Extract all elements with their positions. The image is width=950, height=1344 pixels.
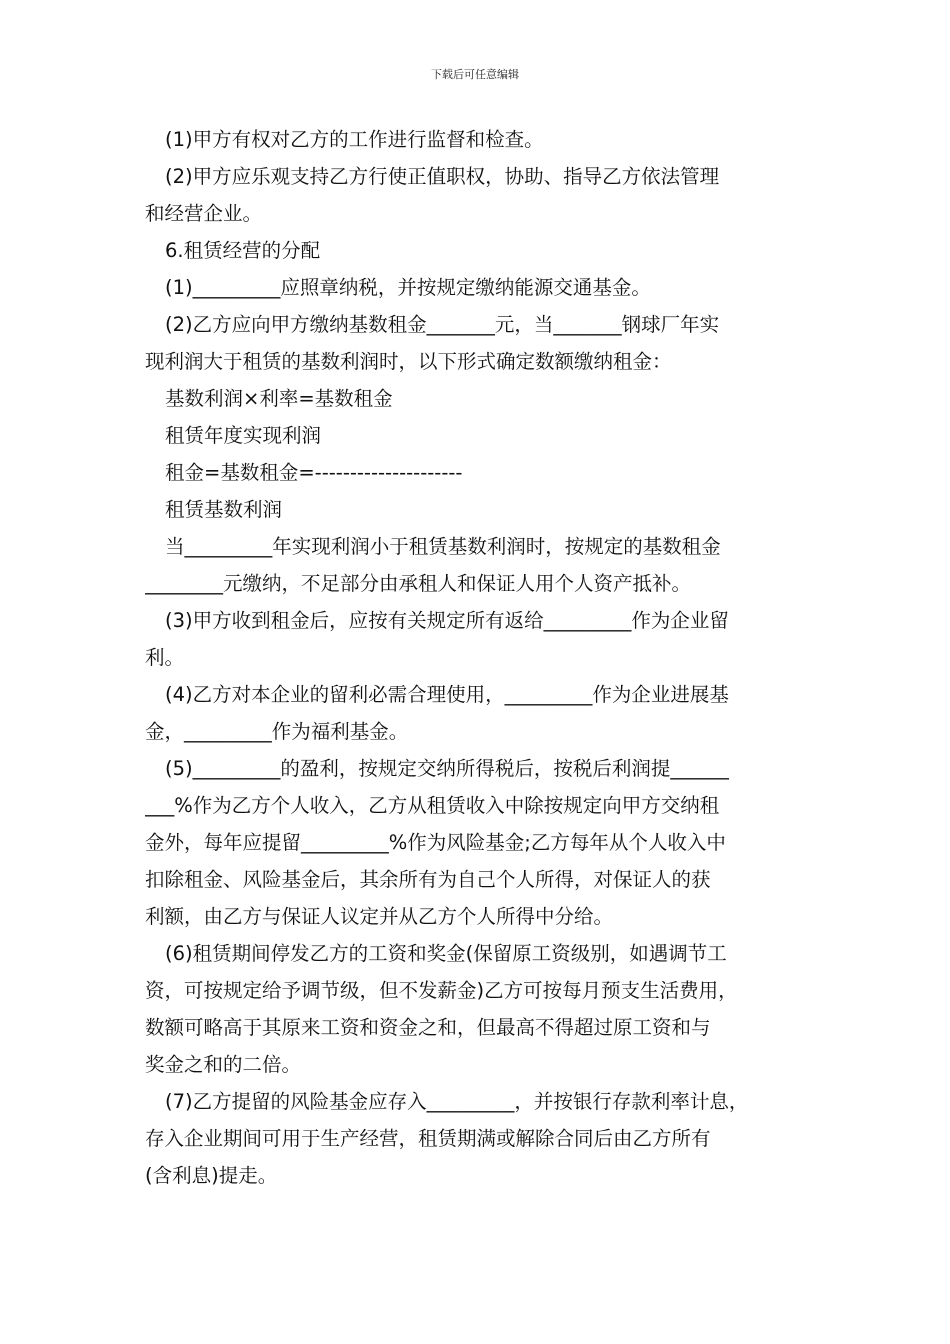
clause-line: 存入企业期间可用于生产经营，租赁期满或解除合同后由乙方所有 [145, 1127, 711, 1150]
clause-line: 和经营企业。 [145, 202, 263, 225]
clause-line: 扣除租金、风险基金后，其余所有为自己个人所得，对保证人的获 [145, 868, 711, 891]
clause-line: (2)甲方应乐观支持乙方行使正值职权，协助、指导乙方依法管理 [165, 165, 720, 188]
clause-line: (含利息)提走。 [145, 1164, 278, 1187]
clause-line: 利。 [145, 646, 185, 669]
clause-line: ___%作为乙方个人收入，乙方从租赁收入中除按规定向甲方交纳租 [145, 794, 720, 817]
clause-line: (1)甲方有权对乙方的工作进行监督和检查。 [165, 128, 544, 151]
clause-line: (6)租赁期间停发乙方的工资和奖金(保留原工资级别，如遇调节工 [165, 942, 727, 965]
formula-line: 租赁年度实现利润 [165, 424, 322, 447]
section-heading: 6.租赁经营的分配 [165, 239, 321, 262]
clause-line: (4)乙方对本企业的留利必需合理使用，_________作为企业进展基 [165, 683, 729, 706]
formula-line: 租金=基数租金=--------------------- [165, 461, 463, 484]
clause-line: 现利润大于租赁的基数利润时，以下形式确定数额缴纳租金： [145, 350, 672, 373]
clause-line: 当_________年实现利润小于租赁基数利润时，按规定的基数租金 [165, 535, 721, 558]
clause-line: (3)甲方收到租金后，应按有关规定所有返给_________作为企业留 [165, 609, 729, 632]
clause-line: 金外，每年应提留_________%作为风险基金;乙方每年从个人收入中 [145, 831, 726, 854]
clause-line: (2)乙方应向甲方缴纳基数租金_______元，当_______钢球厂年实 [165, 313, 720, 336]
clause-line: ________元缴纳，不足部分由承租人和保证人用个人资产抵补。 [145, 572, 692, 595]
clause-line: 资，可按规定给予调节级，但不发薪金)乙方可按每月预支生活费用， [145, 979, 738, 1002]
clause-line: (5)_________的盈利，按规定交纳所得税后，按税后利润提______ [165, 757, 729, 780]
clause-line: (1)_________应照章纳税，并按规定缴纳能源交通基金。 [165, 276, 651, 299]
clause-line: (7)乙方提留的风险基金应存入_________，并按银行存款利率计息， [165, 1090, 749, 1113]
page-header: 下载后可任意编辑 [431, 68, 519, 81]
clause-line: 数额可略高于其原来工资和资金之和，但最高不得超过原工资和与 [145, 1016, 711, 1039]
formula-line: 基数利润×利率=基数租金 [165, 387, 393, 410]
formula-line: 租赁基数利润 [165, 498, 283, 521]
document-body [145, 121, 810, 1194]
clause-line: 金，_________作为福利基金。 [145, 720, 409, 743]
clause-line: 奖金之和的二倍。 [145, 1053, 302, 1076]
clause-line: 利额，由乙方与保证人议定并从乙方个人所得中分给。 [145, 905, 614, 928]
